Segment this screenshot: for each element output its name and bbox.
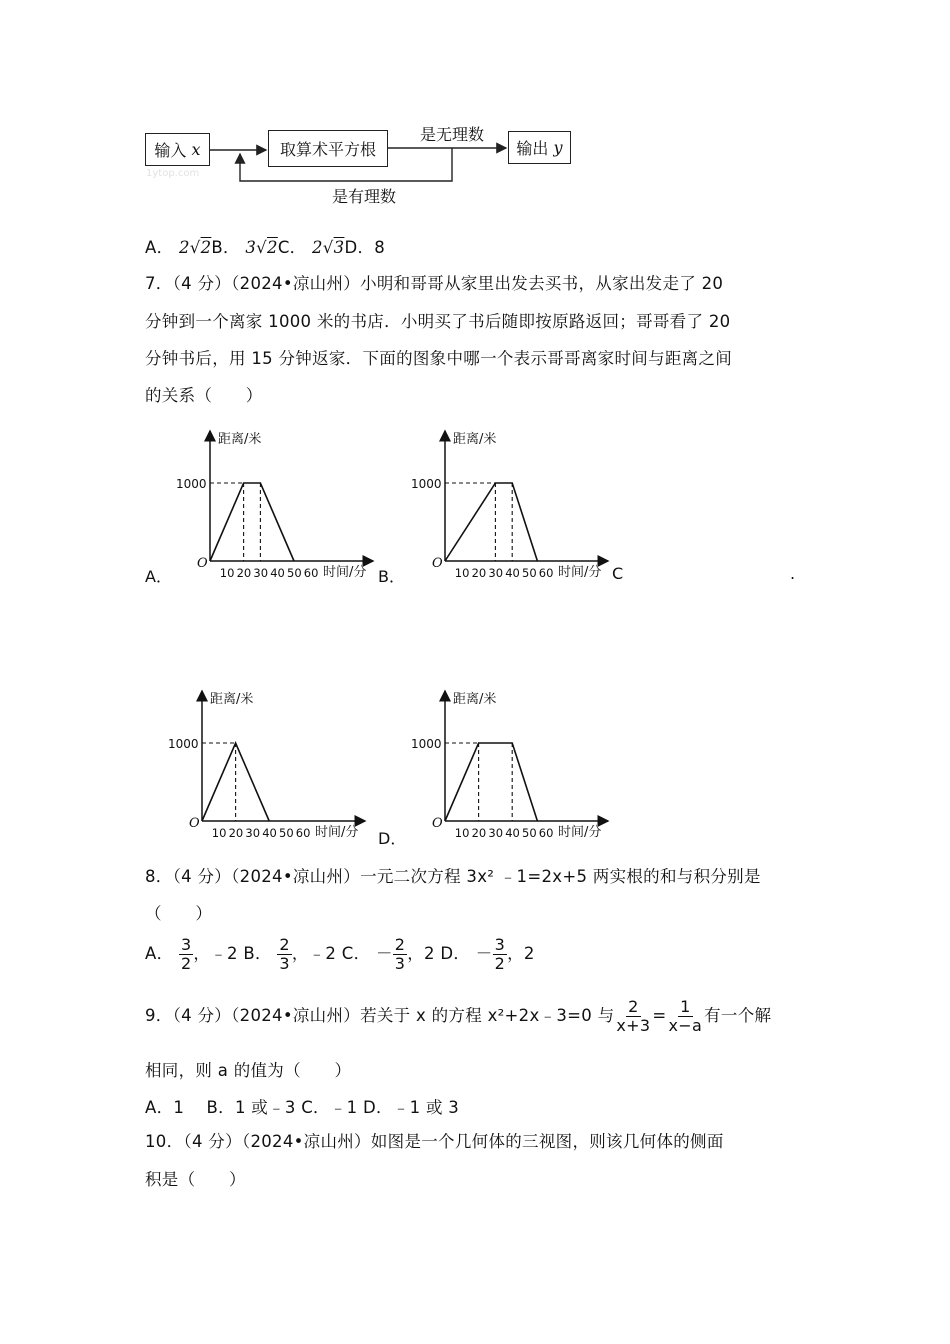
fraction-numerator: 2	[279, 935, 290, 954]
x-tick-label: 50	[522, 826, 537, 840]
x-tick-label: 10	[454, 826, 470, 840]
fraction-numerator: 2	[628, 997, 639, 1016]
x-tick-label: 60	[538, 566, 554, 580]
q8-option-b-rest: ，﹣2	[291, 944, 337, 963]
y-axis-label: 距离/米	[210, 692, 254, 707]
q8-option-c-label: C．	[341, 944, 371, 963]
fraction-denominator: 2	[180, 954, 192, 973]
x-tick-label: 40	[505, 566, 520, 580]
process-label: 取算术平方根	[279, 140, 376, 159]
origin-label: O	[189, 816, 200, 831]
x-tick-label: 50	[522, 566, 537, 580]
q8-option-a-fraction	[179, 936, 193, 973]
q6-option-c-radicand: 3	[333, 238, 345, 257]
q9-prefix: 9．（4 分）（2024•凉山州）若关于 x 的方程 x²+2x﹣3=0 与	[145, 1006, 615, 1025]
x-tick-label: 10	[211, 826, 227, 840]
q8-option-a-rest: ，﹣2	[193, 944, 238, 963]
x-tick-label: 10	[219, 566, 235, 580]
x-tick-label: 40	[270, 566, 285, 580]
fraction-denominator: x−a	[668, 1016, 703, 1035]
x-tick-label: 30	[488, 826, 504, 840]
q6-option-d-value: 8	[374, 238, 386, 257]
radical-sign: √	[322, 238, 334, 257]
q7-option-b-label: B．	[378, 567, 405, 586]
x-tick-label: 50	[287, 566, 302, 580]
x-tick-label: 20	[471, 566, 487, 580]
q6-option-c-label: C．	[277, 238, 307, 257]
q10-line-2: 积是（ ）	[145, 1170, 246, 1189]
q8-option-b-label: B．	[243, 944, 272, 963]
x-axis-label: 时间/分	[323, 565, 367, 580]
q8-option-d-label: D．	[440, 944, 471, 963]
flowchart-arrows	[0, 0, 950, 230]
q6-option-b-coef: 3	[245, 238, 257, 257]
x-axis-label: 时间/分	[558, 565, 602, 580]
q7-line-2: 分钟到一个离家 1000 米的书店．小明买了书后随即按原路返回；哥哥看了 20	[145, 312, 731, 331]
q9-equals: =	[652, 1006, 667, 1025]
watermark: 1ytop.com	[146, 168, 200, 179]
q9-fraction-1	[614, 998, 652, 1035]
x-tick-label: 60	[295, 826, 311, 840]
origin-label: O	[432, 556, 443, 571]
q8-option-d-sign: －	[475, 944, 493, 963]
q8-option-d-fraction	[493, 936, 507, 973]
origin-label: O	[197, 556, 208, 571]
x-axis-label: 时间/分	[558, 825, 602, 840]
input-label: 输入	[154, 141, 187, 160]
rational-loop-arrow	[240, 148, 452, 181]
q8-option-c-fraction	[393, 936, 407, 973]
x-tick-label: 50	[279, 826, 294, 840]
q7-option-a-label: A．	[145, 567, 172, 586]
fraction-numerator: 1	[680, 997, 691, 1016]
output-variable: y	[553, 138, 563, 157]
q7-line-4: 的关系（ ）	[145, 386, 263, 405]
rational-label: 是有理数	[332, 187, 397, 206]
q8-option-a-label: A．	[145, 944, 174, 963]
x-tick-label: 20	[228, 826, 244, 840]
x-tick-label: 40	[505, 826, 520, 840]
q8-option-c-sign: －	[375, 944, 393, 963]
fraction-numerator: 3	[494, 935, 506, 954]
q6-option-b-label: B．	[211, 238, 240, 257]
q6-option-a-radicand: 2	[200, 238, 212, 257]
x-tick-label: 20	[236, 566, 252, 580]
x-tick-label: 20	[471, 826, 487, 840]
graph-d	[403, 685, 618, 845]
graph-c	[160, 685, 375, 845]
q8-line-2: （ ）	[145, 904, 213, 923]
irrational-label: 是无理数	[420, 125, 485, 144]
fraction-denominator: 3	[279, 954, 290, 973]
output-label: 输出	[516, 139, 549, 158]
y-tick-label: 1000	[168, 737, 199, 751]
q9-fraction-2	[667, 998, 705, 1035]
q8-option-c-rest: ，2	[407, 944, 435, 963]
q9-line-2: 相同，则 a 的值为（ ）	[145, 1061, 352, 1080]
x-tick-label: 10	[454, 566, 470, 580]
x-axis-label: 时间/分	[315, 825, 359, 840]
y-tick-label: 1000	[176, 477, 207, 491]
distance-time-line	[210, 483, 294, 561]
q6-options	[145, 234, 385, 258]
graph-b	[403, 425, 618, 585]
q7-option-d-label: D．	[378, 829, 407, 848]
fraction-denominator: 3	[394, 954, 406, 973]
q6-option-d-label: D．	[344, 238, 375, 257]
x-tick-label: 60	[538, 826, 554, 840]
radical-sign: √	[189, 238, 201, 257]
origin-label: O	[432, 816, 443, 831]
fraction-numerator: 3	[180, 935, 192, 954]
q8-option-b-fraction	[277, 936, 291, 973]
q8-line-1: 8．（4 分）（2024•凉山州）一元二次方程 3x² ﹣1=2x+5 两实根的和与积分别是	[145, 867, 761, 886]
q6-option-a-label: A．	[145, 238, 174, 257]
x-tick-label: 40	[262, 826, 277, 840]
y-tick-label: 1000	[411, 737, 442, 751]
q7-line-1: 7．（4 分）（2024•凉山州）小明和哥哥从家里出发去买书，从家出发走了 20	[145, 274, 724, 293]
graph-a	[168, 425, 383, 585]
q6-option-b-radicand: 2	[267, 238, 278, 257]
q8-options	[145, 936, 535, 973]
y-tick-label: 1000	[411, 477, 442, 491]
x-tick-label: 60	[303, 566, 319, 580]
x-tick-label: 30	[488, 566, 504, 580]
input-variable: x	[191, 140, 201, 159]
distance-time-line	[445, 483, 537, 561]
x-tick-label: 30	[253, 566, 269, 580]
y-axis-label: 距离/米	[453, 432, 497, 447]
fraction-numerator: 2	[394, 935, 406, 954]
q9-line-1	[145, 998, 771, 1035]
q6-option-a-coef: 2	[178, 238, 190, 257]
q6-option-c-coef: 2	[311, 238, 323, 257]
y-axis-label: 距离/米	[453, 692, 497, 707]
q7-option-c-dot: .	[790, 564, 796, 583]
q10-line-1: 10．（4 分）（2024•凉山州）如图是一个几何体的三视图，则该几何体的侧面	[145, 1132, 724, 1151]
y-axis-label: 距离/米	[218, 432, 262, 447]
q7-line-3: 分钟书后，用 15 分钟返家．下面的图象中哪一个表示哥哥离家时间与距离之间	[145, 349, 733, 368]
distance-time-line	[445, 743, 537, 821]
q9-options: A．1 B．1 或﹣3 C．﹣1 D．﹣1 或 3	[145, 1098, 460, 1117]
fraction-denominator: 2	[494, 954, 506, 973]
q8-option-d-rest: ，2	[507, 944, 535, 963]
q9-suffix: 有一个解	[704, 1006, 772, 1025]
radical-sign: √	[256, 238, 267, 257]
x-tick-label: 30	[245, 826, 261, 840]
q7-option-c-label: C	[612, 564, 624, 583]
fraction-denominator: x+3	[616, 1016, 651, 1035]
